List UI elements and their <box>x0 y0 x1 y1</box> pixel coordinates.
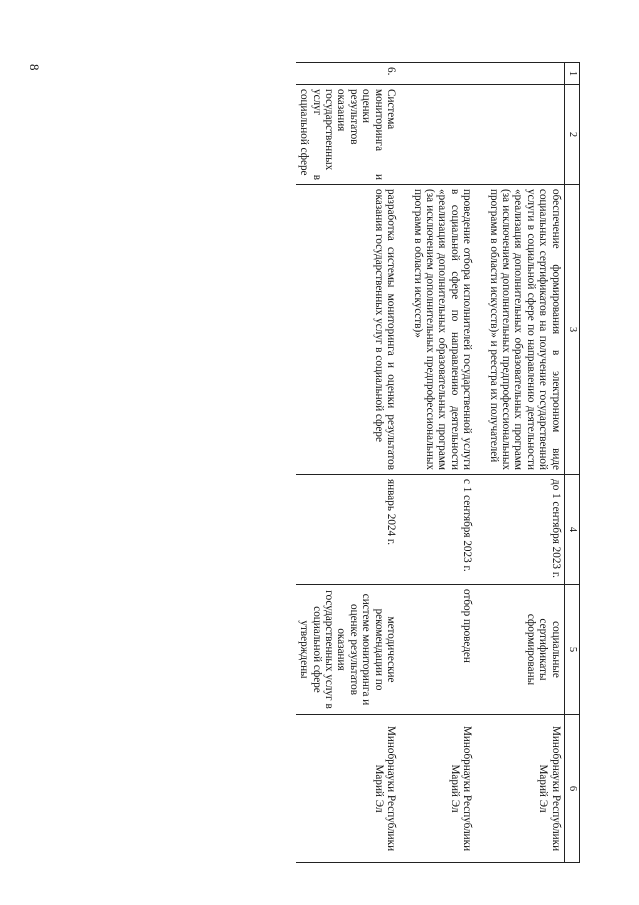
header-cell-6: 6 <box>564 715 579 863</box>
header-cell-3: 3 <box>564 185 579 475</box>
row-number <box>409 63 475 85</box>
row-responsible: Минобрнауки Республики Марий Эл <box>485 715 564 863</box>
table-row <box>485 63 564 863</box>
rotated-page <box>98 62 580 862</box>
row-activity: обеспечение формирования в электронном виде социальных сертификатов на получение государственной услуги в социальной сфере по направлению деятельности «реализация дополнительных образовательных программ (за исключением дополнительных предпрофессиональных программ в области искусств)» и реестра их получателей <box>485 185 564 475</box>
header-cell-1: 1 <box>564 63 579 85</box>
row-name <box>485 85 564 185</box>
row-deadline: январь 2024 г. <box>296 475 399 585</box>
table-row <box>296 63 399 863</box>
row-result: социальные сертификаты сформированы <box>485 585 564 715</box>
header-cell-5: 5 <box>564 585 579 715</box>
row-activity: проведение отбора исполнителей государственной услуги в социальной сфере по направлению деятельности «реализация дополнительных образовательных программ (за исключением дополнительных предпрофессиональных программ в области искусств)» <box>409 185 475 475</box>
row-deadline: с 1 сентября 2023 г. <box>409 475 475 585</box>
row-responsible: Минобрнауки Республики Марий Эл <box>409 715 475 863</box>
row-result: методические рекомендации по системе мониторинга и оценке результатов оказания государственных услуг в социальной сфере утверждены <box>296 585 399 715</box>
row-number <box>485 63 564 85</box>
header-cell-2: 2 <box>564 85 579 185</box>
table-row <box>409 63 475 863</box>
plan-table <box>296 62 580 863</box>
row-deadline: до 1 сентября 2023 г. <box>485 475 564 585</box>
row-name: Система мониторинга и оценки результатов оказания государственных услуг в социальной сфере <box>296 85 399 185</box>
page-number: 8 <box>27 64 42 71</box>
row-responsible: Минобрнауки Республики Марий Эл <box>296 715 399 863</box>
header-cell-4: 4 <box>564 475 579 585</box>
row-name <box>409 85 475 185</box>
row-number: 6. <box>296 63 399 85</box>
header-row <box>564 63 579 863</box>
row-result: отбор проведен <box>409 585 475 715</box>
row-activity: разработка системы мониторинга и оценки результатов оказания государственных услуг в социальной сфере <box>296 185 399 475</box>
